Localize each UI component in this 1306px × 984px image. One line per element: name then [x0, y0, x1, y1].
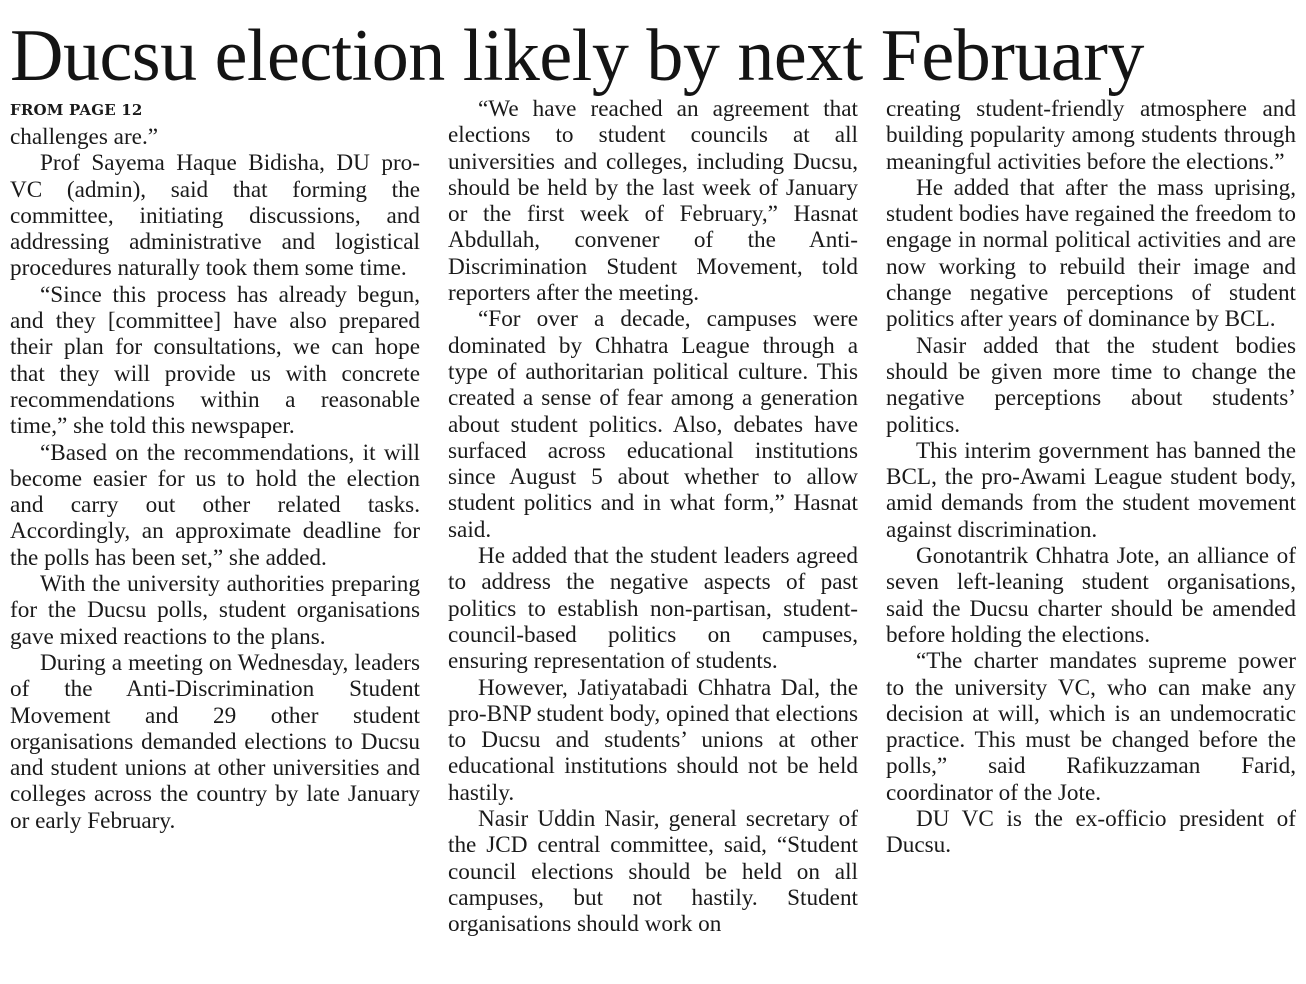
paragraph: “For over a decade, campuses were dominated by Chhatra League through a type of authoritarian political culture. This created a sense of fear among a generation about student politics. Also, debates have surfaced across educational institutions since August 5 about whether to allow student politics and in what form,” Hasnat said.: [448, 306, 858, 543]
paragraph: Prof Sayema Haque Bidisha, DU pro-VC (admin), said that forming the committee, initiating discussions, and addressing administrative and logistical procedures naturally took them some time.: [10, 150, 420, 282]
paragraph: However, Jatiyatabadi Chhatra Dal, the pro-BNP student body, opined that elections to Ducsu and students’ unions at other educational institutions should not be held hastily.: [448, 674, 858, 806]
article-column-3: [886, 96, 1296, 859]
paragraph: Nasir Uddin Nasir, general secretary of the JCD central committee, said, “Student council elections should be held on all campuses, but not hastily. Student organisations should work on: [448, 806, 858, 938]
paragraph: “Based on the recommendations, it will become easier for us to hold the election and carry out other related tasks. Accordingly, an approximate deadline for the polls has been set,” she added.: [10, 439, 420, 571]
paragraph: Nasir added that the student bodies should be given more time to change the negative perceptions about students’ politics.: [886, 332, 1296, 438]
paragraph: creating student-friendly atmosphere and building popularity among students through meaningful activities before the elections.”: [886, 96, 1296, 175]
headline: Ducsu election likely by next February: [10, 15, 1144, 97]
article-column-2: [448, 96, 858, 938]
paragraph: Gonotantrik Chhatra Jote, an alliance of seven left-leaning student organisations, said the Ducsu charter should be amended before holding the elections.: [886, 543, 1296, 648]
paragraph: This interim government has banned the BCL, the pro-Awami League student body, amid demands from the student movement against discrimination.: [886, 437, 1296, 543]
paragraph: “We have reached an agreement that elections to student councils at all universities and colleges, including Ducsu, should be held by the last week of January or the first week of February,” Hasnat Abdullah, convener of the Anti-Discrimination Student Movement, told reporters after the meeting.: [448, 96, 858, 307]
paragraph: DU VC is the ex-officio president of Ducsu.: [886, 806, 1296, 859]
paragraph: He added that the student leaders agreed to address the negative aspects of past politics to establish non-partisan, student-council-based politics on campuses, ensuring representation of students.: [448, 543, 858, 675]
paragraph: “The charter mandates supreme power to the university VC, who can make any decision at will, which is an undemocratic practice. This must be changed before the polls,” said Rafikuzzaman Farid, coordinator of the Jote.: [886, 648, 1296, 806]
paragraph: With the university authorities preparing for the Ducsu polls, student organisations gave mixed reactions to the plans.: [10, 571, 420, 650]
paragraph: During a meeting on Wednesday, leaders of the Anti-Discrimination Student Movement and 29 other student organisations demanded elections to Ducsu and student unions at other universities and colleges across the country by late January or early February.: [10, 649, 420, 834]
paragraph: “Since this process has already begun, and they [committee] have also prepared their plan for consultations, we can hope that they will provide us with concrete recommendations within a reasonable time,” she told this newspaper.: [10, 281, 420, 440]
paragraph: He added that after the mass uprising, student bodies have regained the freedom to engage in normal political activities and are now working to rebuild their image and change negative perceptions of student politics after years of dominance by BCL.: [886, 174, 1296, 333]
continuation-kicker: FROM PAGE 12: [10, 101, 143, 119]
paragraph: challenges are.”: [10, 124, 159, 150]
article-column-1: [10, 96, 420, 834]
